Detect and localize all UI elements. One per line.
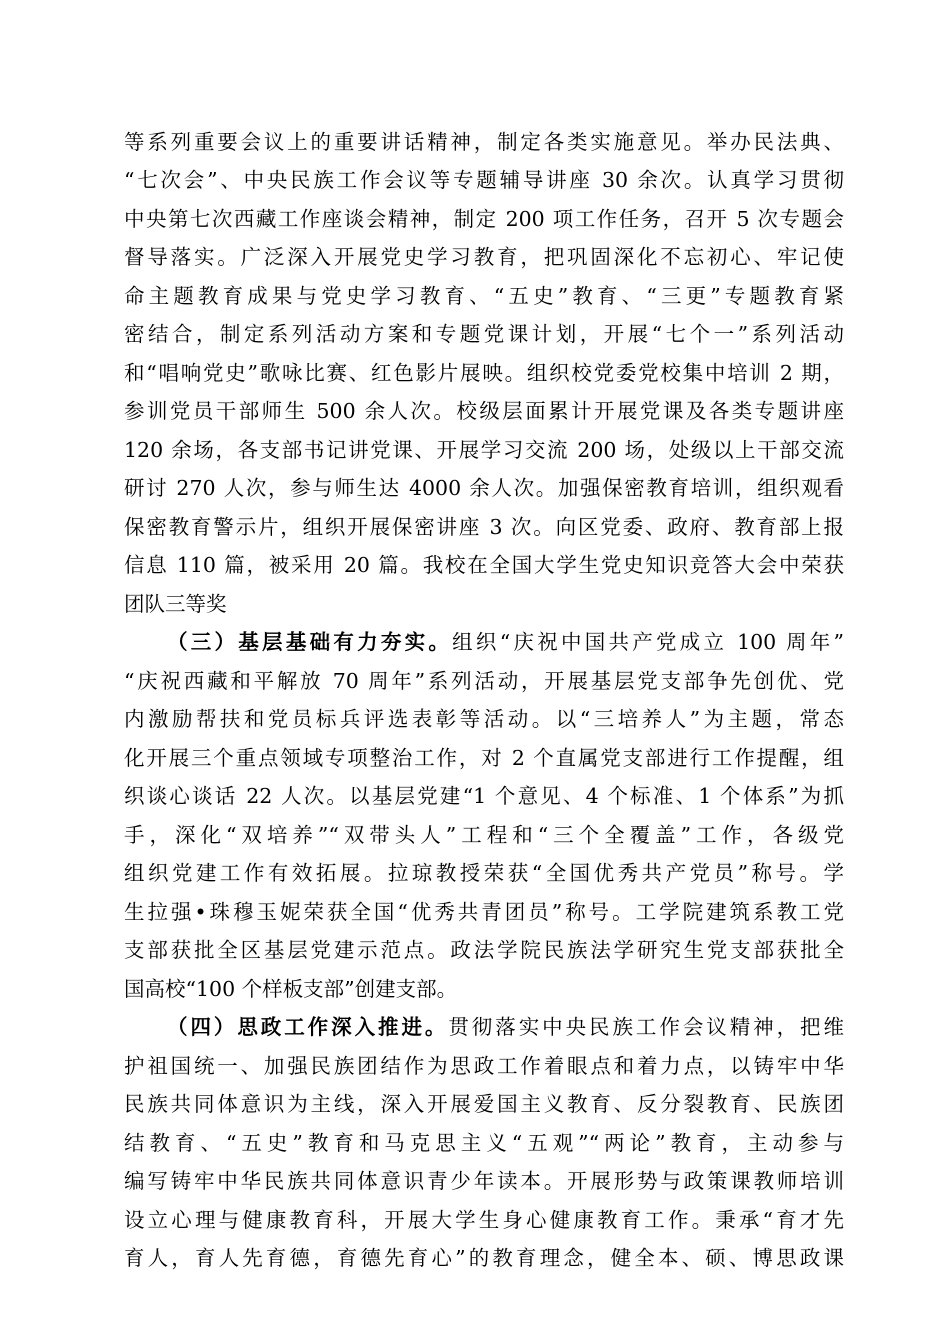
text-line <box>167 622 844 662</box>
text-line: 研讨 270 人次，参与师生达 4000 余人次。加强保密教育培训，组织观看 <box>124 476 844 500</box>
text-run: 贯彻落实中央民族工作会议精神，把维 <box>448 1015 845 1039</box>
text-line: 生拉强•珠穆玉妮荣获全国“优秀共青团员”称号。工学院建筑系教工党 <box>124 900 844 924</box>
text-line: 组织党建工作有效拓展。拉琼教授荣获“全国优秀共产党员”称号。学 <box>124 861 844 885</box>
text-line: 国高校“100 个样板支部”创建支部。 <box>124 977 458 1001</box>
text-line: 内激励帮扶和党员标兵评选表彰等活动。以“三培养人”为主题，常态 <box>124 707 844 731</box>
section-heading: （四）思政工作深入推进。 <box>167 1015 449 1039</box>
text-line: 密结合，制定系列活动方案和专题党课计划，开展“七个一”系列活动 <box>124 322 844 346</box>
text-line: 设立心理与健康教育科，开展大学生身心健康教育工作。秉承“育才先 <box>124 1208 844 1232</box>
text-run: 组织“庆祝中国共产党成立 100 周年” <box>452 630 845 654</box>
text-line: 团队三等奖 <box>124 592 227 616</box>
text-line: 手，深化“双培养”“双带头人”工程和“三个全覆盖”工作，各级党 <box>124 823 844 847</box>
text-line: 督导落实。广泛深入开展党史学习教育，把巩固深化不忘初心、牢记使 <box>124 245 844 269</box>
text-line: 命主题教育成果与党史学习教育、“五史”教育、“三更”专题教育紧 <box>124 284 844 308</box>
text-line: 参训党员干部师生 500 余人次。校级层面累计开展党课及各类专题讲座 <box>124 399 844 423</box>
text-line: 结教育、“五史”教育和马克思主义“五观”“两论”教育，主动参与 <box>124 1131 844 1155</box>
text-line <box>167 1007 844 1047</box>
text-line: 信息 110 篇，被采用 20 篇。我校在全国大学生党史知识竞答大会中荣获 <box>124 553 844 577</box>
text-line: 保密教育警示片，组织开展保密讲座 3 次。向区党委、政府、教育部上报 <box>124 515 844 539</box>
text-line: 中央第七次西藏工作座谈会精神，制定 200 项工作任务，召开 5 次专题会 <box>124 207 844 231</box>
text-line: 120 余场，各支部书记讲党课、开展学习交流 200 场，处级以上干部交流 <box>124 438 844 462</box>
text-line: 支部获批全区基层党建示范点。政法学院民族法学研究生党支部获批全 <box>124 938 844 962</box>
text-line: 等系列重要会议上的重要讲话精神，制定各类实施意见。举办民法典、 <box>124 130 844 154</box>
text-line: 民族共同体意识为主线，深入开展爱国主义教育、反分裂教育、民族团 <box>124 1092 844 1116</box>
text-line: 织谈心谈话 22 人次。以基层党建“1 个意见、4 个标准、1 个体系”为抓 <box>124 784 844 808</box>
text-line: “庆祝西藏和平解放 70 周年”系列活动，开展基层党支部争先创优、党 <box>124 669 844 693</box>
text-line: 育人，育人先育德，育德先育心”的教育理念，健全本、硕、博思政课 <box>124 1246 844 1270</box>
text-line: 和“唱响党史”歌咏比赛、红色影片展映。组织校党委党校集中培训 2 期， <box>124 361 844 385</box>
text-line: 编写铸牢中华民族共同体意识青少年读本。开展形势与政策课教师培训 <box>124 1169 844 1193</box>
text-line: 化开展三个重点领域专项整治工作，对 2 个直属党支部进行工作提醒，组 <box>124 746 844 770</box>
text-line: “七次会”、中央民族工作会议等专题辅导讲座 30 余次。认真学习贯彻 <box>124 168 844 192</box>
section-heading: （三）基层基础有力夯实。 <box>167 630 453 654</box>
text-line: 护祖国统一、加强民族团结作为思政工作着眼点和着力点，以铸牢中华 <box>124 1054 844 1078</box>
